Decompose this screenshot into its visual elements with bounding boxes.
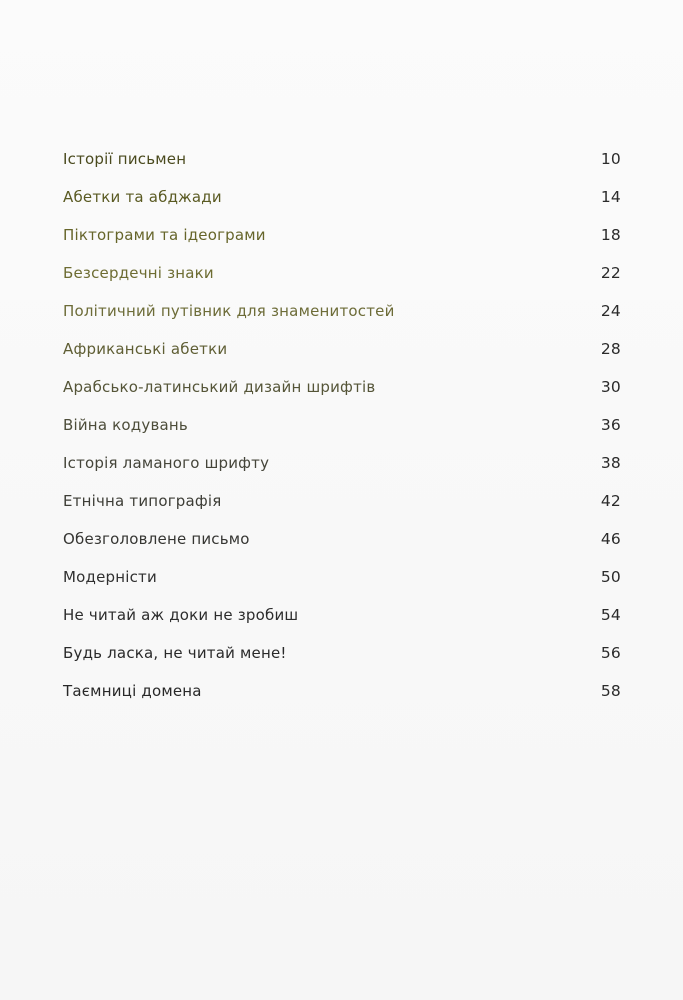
toc-entry-title: Історія ламаного шрифту: [63, 454, 270, 472]
table-of-contents: [63, 148, 621, 718]
toc-entry-page: 10: [600, 150, 621, 168]
toc-entry-page: 14: [600, 188, 621, 206]
toc-entry: [63, 452, 621, 490]
toc-entry: [63, 376, 621, 414]
toc-entry: [63, 338, 621, 376]
toc-entry-title: Війна кодувань: [63, 416, 188, 434]
toc-entry-page: 22: [600, 264, 621, 282]
toc-entry: [63, 148, 621, 186]
toc-entry-title: Африканські абетки: [63, 340, 228, 358]
toc-entry-page: 50: [600, 568, 621, 586]
toc-entry: [63, 566, 621, 604]
toc-entry-title: Піктограми та ідеограми: [63, 226, 266, 244]
toc-entry-title: Безсердечні знаки: [63, 264, 214, 282]
toc-entry-title: Не читай аж доки не зробиш: [63, 606, 299, 624]
toc-entry-page: 36: [600, 416, 621, 434]
toc-entry-title: Арабсько-латинський дизайн шрифтів: [63, 378, 376, 396]
toc-entry-title: Таємниці домена: [63, 682, 202, 700]
toc-entry-title: Абетки та абджади: [63, 188, 222, 206]
toc-entry: [63, 262, 621, 300]
toc-entry-title: Обезголовлене письмо: [63, 530, 250, 548]
toc-entry: [63, 642, 621, 680]
toc-entry-page: 28: [600, 340, 621, 358]
toc-entry-page: 18: [600, 226, 621, 244]
toc-entry-page: 46: [600, 530, 621, 548]
toc-entry-page: 30: [600, 378, 621, 396]
toc-entry-title: Модерністи: [63, 568, 157, 586]
toc-entry-page: 38: [600, 454, 621, 472]
toc-entry-page: 56: [600, 644, 621, 662]
toc-entry-page: 42: [600, 492, 621, 510]
toc-entry-title: Історії письмен: [63, 150, 187, 168]
toc-entry-page: 58: [600, 682, 621, 700]
toc-entry: [63, 186, 621, 224]
toc-entry-title: Етнічна типографія: [63, 492, 222, 510]
toc-entry-title: Політичний путівник для знаменитостей: [63, 302, 395, 320]
toc-entry: [63, 224, 621, 262]
toc-entry: [63, 414, 621, 452]
toc-entry-title: Будь ласка, не читай мене!: [63, 644, 287, 662]
toc-entry: [63, 680, 621, 718]
toc-entry: [63, 300, 621, 338]
toc-entry: [63, 604, 621, 642]
toc-entry: [63, 528, 621, 566]
toc-entry-page: 24: [600, 302, 621, 320]
toc-entry: [63, 490, 621, 528]
toc-entry-page: 54: [600, 606, 621, 624]
